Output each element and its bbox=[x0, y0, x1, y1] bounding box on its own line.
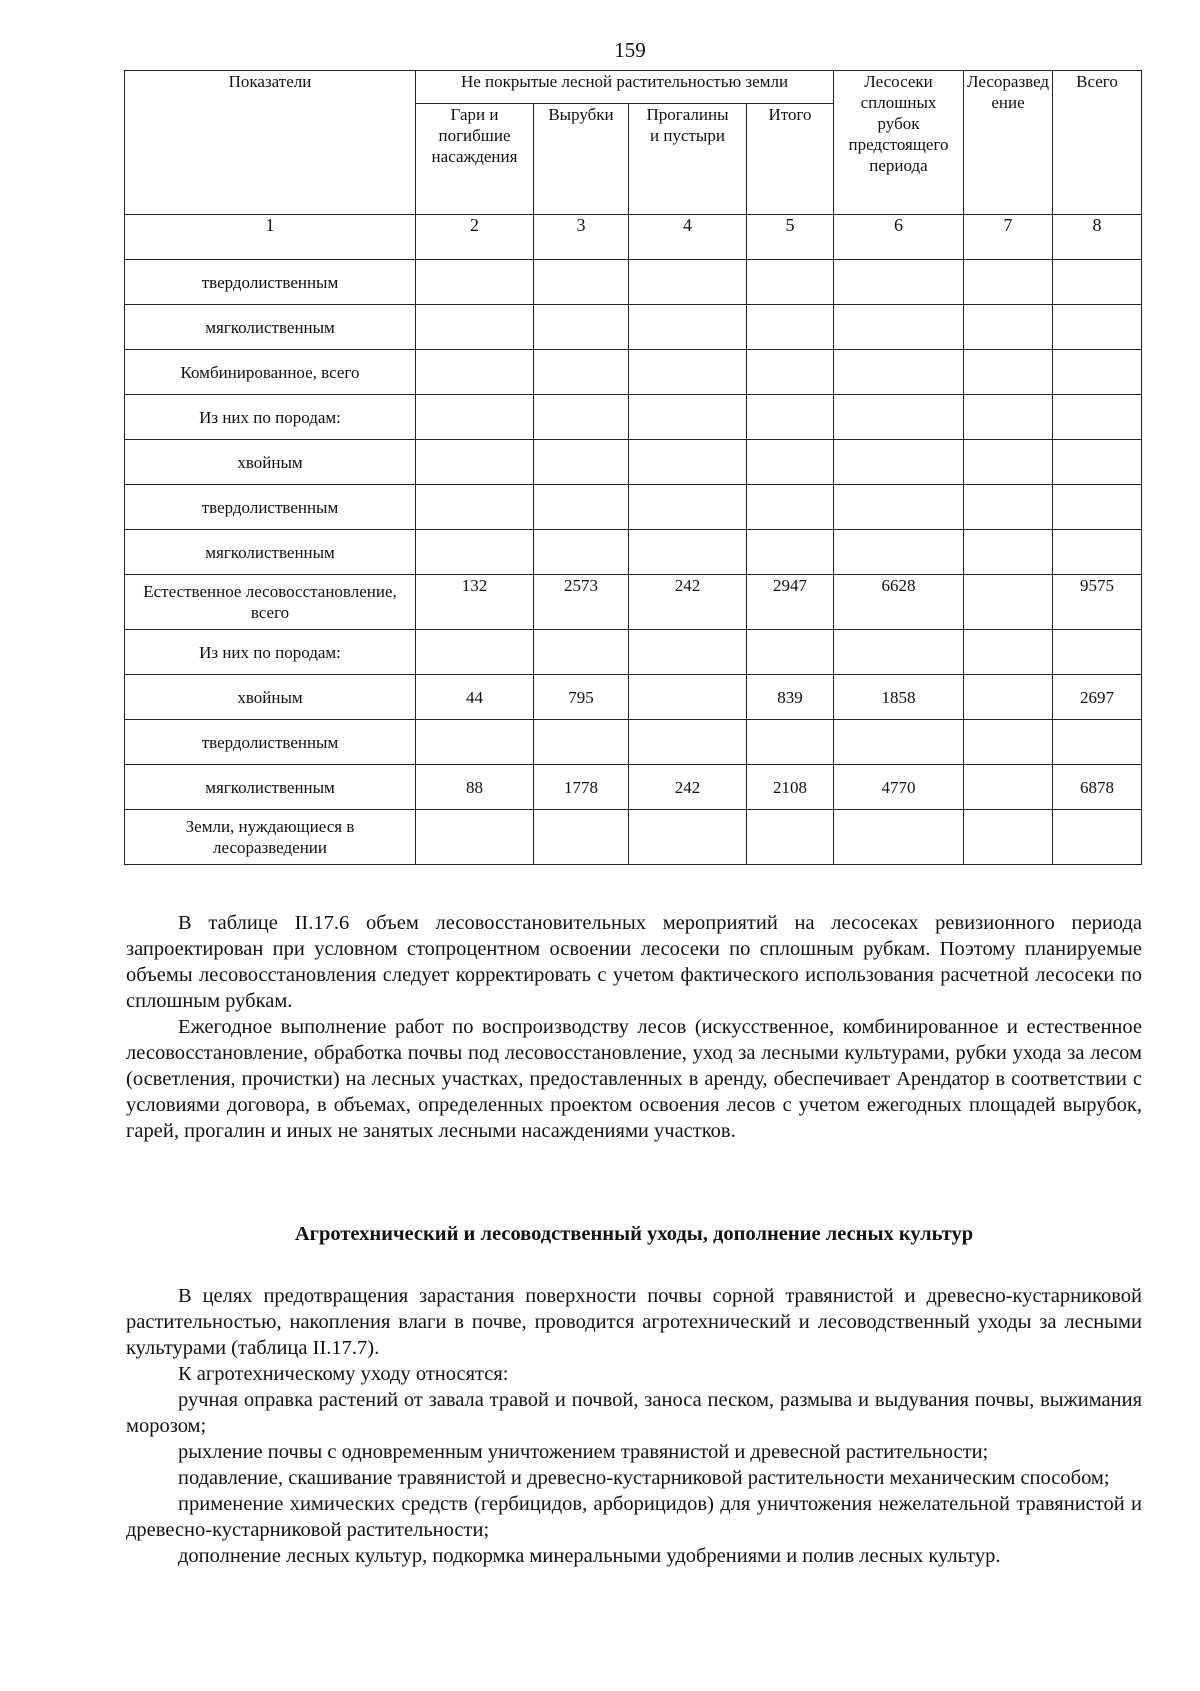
table-cell bbox=[747, 350, 834, 395]
table-cell bbox=[534, 530, 629, 575]
table-cell bbox=[964, 440, 1053, 485]
table-cell bbox=[416, 485, 534, 530]
col-number: 2 bbox=[416, 215, 534, 260]
section-heading: Агротехнический и лесоводственный уходы, дополнение лесных культур bbox=[294, 1223, 974, 1245]
table-cell bbox=[964, 395, 1053, 440]
table-cell bbox=[747, 305, 834, 350]
text-block-2 bbox=[126, 1283, 1142, 1569]
table-row bbox=[125, 810, 1142, 865]
header-breeding: Лесоразведение bbox=[964, 71, 1053, 215]
col-number: 1 bbox=[125, 215, 416, 260]
table-cell bbox=[629, 630, 747, 675]
table-cell bbox=[1053, 530, 1142, 575]
table-cell: 1858 bbox=[834, 675, 964, 720]
table-cell bbox=[416, 305, 534, 350]
table-cell bbox=[964, 485, 1053, 530]
table-cell bbox=[834, 350, 964, 395]
table-cell bbox=[964, 765, 1053, 810]
row-label: Земли, нуждающиеся в лесоразведении bbox=[125, 810, 416, 865]
table-cell bbox=[629, 440, 747, 485]
table-row bbox=[125, 440, 1142, 485]
paragraph: применение химических средств (гербицидов, арборицидов) для уничтожения нежелательной травянистой и древесно-кустарниковой растительности; bbox=[126, 1493, 1142, 1541]
table-cell: 44 bbox=[416, 675, 534, 720]
header-burns: Гари и погибшие насаждения bbox=[416, 104, 534, 215]
reforestation-table bbox=[124, 70, 1142, 865]
row-label: хвойным bbox=[125, 675, 416, 720]
table-cell bbox=[1053, 395, 1142, 440]
table-cell: 132 bbox=[416, 575, 534, 630]
table-cell bbox=[834, 630, 964, 675]
table-row bbox=[125, 260, 1142, 305]
table-cell bbox=[534, 485, 629, 530]
table-cell bbox=[834, 530, 964, 575]
header-clearcut-areas: Лесосеки сплошных рубок предстоящего периода bbox=[834, 71, 964, 215]
table-cell: 6878 bbox=[1053, 765, 1142, 810]
table-cell bbox=[416, 720, 534, 765]
table-cell bbox=[629, 350, 747, 395]
col-number: 8 bbox=[1053, 215, 1142, 260]
table-cell bbox=[629, 810, 747, 865]
table-cell bbox=[534, 720, 629, 765]
table-cell bbox=[747, 810, 834, 865]
table-cell bbox=[534, 350, 629, 395]
table-cell bbox=[964, 810, 1053, 865]
table-cell bbox=[747, 530, 834, 575]
table-cell bbox=[534, 440, 629, 485]
table-cell bbox=[629, 305, 747, 350]
header-total: Всего bbox=[1053, 71, 1142, 215]
table-cell bbox=[964, 575, 1053, 630]
table-cell bbox=[629, 485, 747, 530]
table-row bbox=[125, 675, 1142, 720]
table-cell: 2108 bbox=[747, 765, 834, 810]
table-cell bbox=[747, 440, 834, 485]
table-cell bbox=[834, 395, 964, 440]
table-cell bbox=[964, 675, 1053, 720]
row-label: твердолиственным bbox=[125, 485, 416, 530]
table-cell bbox=[629, 530, 747, 575]
table-cell bbox=[747, 720, 834, 765]
table-row bbox=[125, 530, 1142, 575]
paragraph: К агротехническому уходу относятся: bbox=[178, 1363, 509, 1385]
table-cell bbox=[1053, 350, 1142, 395]
table-cell bbox=[964, 350, 1053, 395]
table-cell bbox=[1053, 630, 1142, 675]
table-cell bbox=[1053, 720, 1142, 765]
table-cell bbox=[747, 395, 834, 440]
table-row bbox=[125, 765, 1142, 810]
col-number: 7 bbox=[964, 215, 1053, 260]
header-not-covered: Не покрытые лесной растительностью земли bbox=[416, 71, 834, 104]
table-cell bbox=[834, 260, 964, 305]
col-number: 5 bbox=[747, 215, 834, 260]
table-cell bbox=[534, 395, 629, 440]
table-cell: 9575 bbox=[1053, 575, 1142, 630]
paragraph: Ежегодное выполнение работ по воспроизводству лесов (искусственное, комбинированное и естественное лесовосстановление, обработка почвы под лесовосстановление, уход за лесными культурами, рубки ухода за лесом (осветления, прочистки) на лесных участках, предоставленных в аренду, обеспечивает Арендатор в соответствии с условиями договора, в объемах, определенных проектом освоения лесов с учетом ежегодных площадей вырубок, гарей, прогалин и иных не занятых лесными насаждениями участков. bbox=[126, 1016, 1142, 1142]
table-cell: 6628 bbox=[834, 575, 964, 630]
paragraph: В таблице II.17.6 объем лесовосстановительных мероприятий на лесосеках ревизионного периода запроектирован при условном стопроцентном освоении лесосеки по сплошным рубкам. Поэтому планируемые объемы лесовосстановления следует корректировать с учетом фактического использования расчетной лесосеки по сплошным рубкам. bbox=[126, 912, 1142, 1012]
page-number: 159 bbox=[614, 38, 646, 62]
table-row bbox=[125, 575, 1142, 630]
paragraph: подавление, скашивание травянистой и древесно-кустарниковой растительности механическим способом; bbox=[178, 1467, 1110, 1489]
table-cell bbox=[834, 720, 964, 765]
table-cell: 2697 bbox=[1053, 675, 1142, 720]
row-label: хвойным bbox=[125, 440, 416, 485]
table-cell bbox=[964, 530, 1053, 575]
row-label: мягколиственным bbox=[125, 530, 416, 575]
header-subtotal: Итого bbox=[747, 104, 834, 215]
table-row bbox=[125, 485, 1142, 530]
table-row bbox=[125, 720, 1142, 765]
table-cell bbox=[416, 395, 534, 440]
table-cell bbox=[747, 485, 834, 530]
table-cell bbox=[629, 675, 747, 720]
header-cuttings: Вырубки bbox=[534, 104, 629, 215]
paragraph: ручная оправка растений от завала травой и почвой, заноса песком, размыва и выдувания почвы, выжимания морозом; bbox=[126, 1389, 1142, 1437]
table-cell bbox=[1053, 260, 1142, 305]
table-cell bbox=[747, 260, 834, 305]
table-cell bbox=[1053, 810, 1142, 865]
row-label: Комбинированное, всего bbox=[125, 350, 416, 395]
table-cell bbox=[834, 810, 964, 865]
table-row bbox=[125, 350, 1142, 395]
paragraph: рыхление почвы с одновременным уничтожением травянистой и древесной растительности; bbox=[178, 1441, 989, 1463]
col-number: 3 bbox=[534, 215, 629, 260]
table-cell: 242 bbox=[629, 765, 747, 810]
paragraph: В целях предотвращения зарастания поверхности почвы сорной травянистой и древесно-кустарниковой растительностью, накопления влаги в почве, проводится агротехнический и лесоводственный уходы за лесными культурами (таблица II.17.7). bbox=[126, 1285, 1142, 1359]
table-cell bbox=[416, 350, 534, 395]
row-label: Из них по породам: bbox=[125, 395, 416, 440]
table-cell bbox=[964, 305, 1053, 350]
text-block-1 bbox=[126, 910, 1142, 1144]
table-cell bbox=[416, 440, 534, 485]
table-cell bbox=[1053, 440, 1142, 485]
table-cell bbox=[1053, 305, 1142, 350]
row-label: Из них по породам: bbox=[125, 630, 416, 675]
row-label: твердолиственным bbox=[125, 260, 416, 305]
table-cell: 1778 bbox=[534, 765, 629, 810]
header-indicators: Показатели bbox=[125, 71, 416, 215]
row-label: мягколиственным bbox=[125, 305, 416, 350]
table-cell bbox=[416, 530, 534, 575]
table-cell bbox=[416, 810, 534, 865]
table-cell: 2947 bbox=[747, 575, 834, 630]
table-cell bbox=[416, 260, 534, 305]
col-number: 4 bbox=[629, 215, 747, 260]
table-cell bbox=[629, 395, 747, 440]
table-cell: 242 bbox=[629, 575, 747, 630]
table-cell: 839 bbox=[747, 675, 834, 720]
table-cell: 2573 bbox=[534, 575, 629, 630]
row-label: мягколиственным bbox=[125, 765, 416, 810]
table-cell bbox=[534, 305, 629, 350]
table-cell bbox=[629, 720, 747, 765]
table-cell bbox=[834, 485, 964, 530]
row-label: твердолиственным bbox=[125, 720, 416, 765]
table-row bbox=[125, 305, 1142, 350]
table-cell bbox=[534, 630, 629, 675]
table-cell bbox=[629, 260, 747, 305]
table-cell bbox=[834, 440, 964, 485]
col-number: 6 bbox=[834, 215, 964, 260]
header-glades: Прогалины и пустыри bbox=[629, 104, 747, 215]
table-cell bbox=[534, 260, 629, 305]
table-cell bbox=[964, 630, 1053, 675]
row-label: Естественное лесовосстановление, всего bbox=[125, 575, 416, 630]
table-row bbox=[125, 395, 1142, 440]
table-cell: 795 bbox=[534, 675, 629, 720]
table-cell bbox=[1053, 485, 1142, 530]
table-cell: 88 bbox=[416, 765, 534, 810]
table-row bbox=[125, 630, 1142, 675]
table-cell bbox=[964, 720, 1053, 765]
paragraph: дополнение лесных культур, подкормка минеральными удобрениями и полив лесных культур. bbox=[178, 1545, 1001, 1567]
table-cell bbox=[834, 305, 964, 350]
table-cell bbox=[534, 810, 629, 865]
table-cell bbox=[416, 630, 534, 675]
table-cell bbox=[747, 630, 834, 675]
table-cell: 4770 bbox=[834, 765, 964, 810]
table-cell bbox=[964, 260, 1053, 305]
